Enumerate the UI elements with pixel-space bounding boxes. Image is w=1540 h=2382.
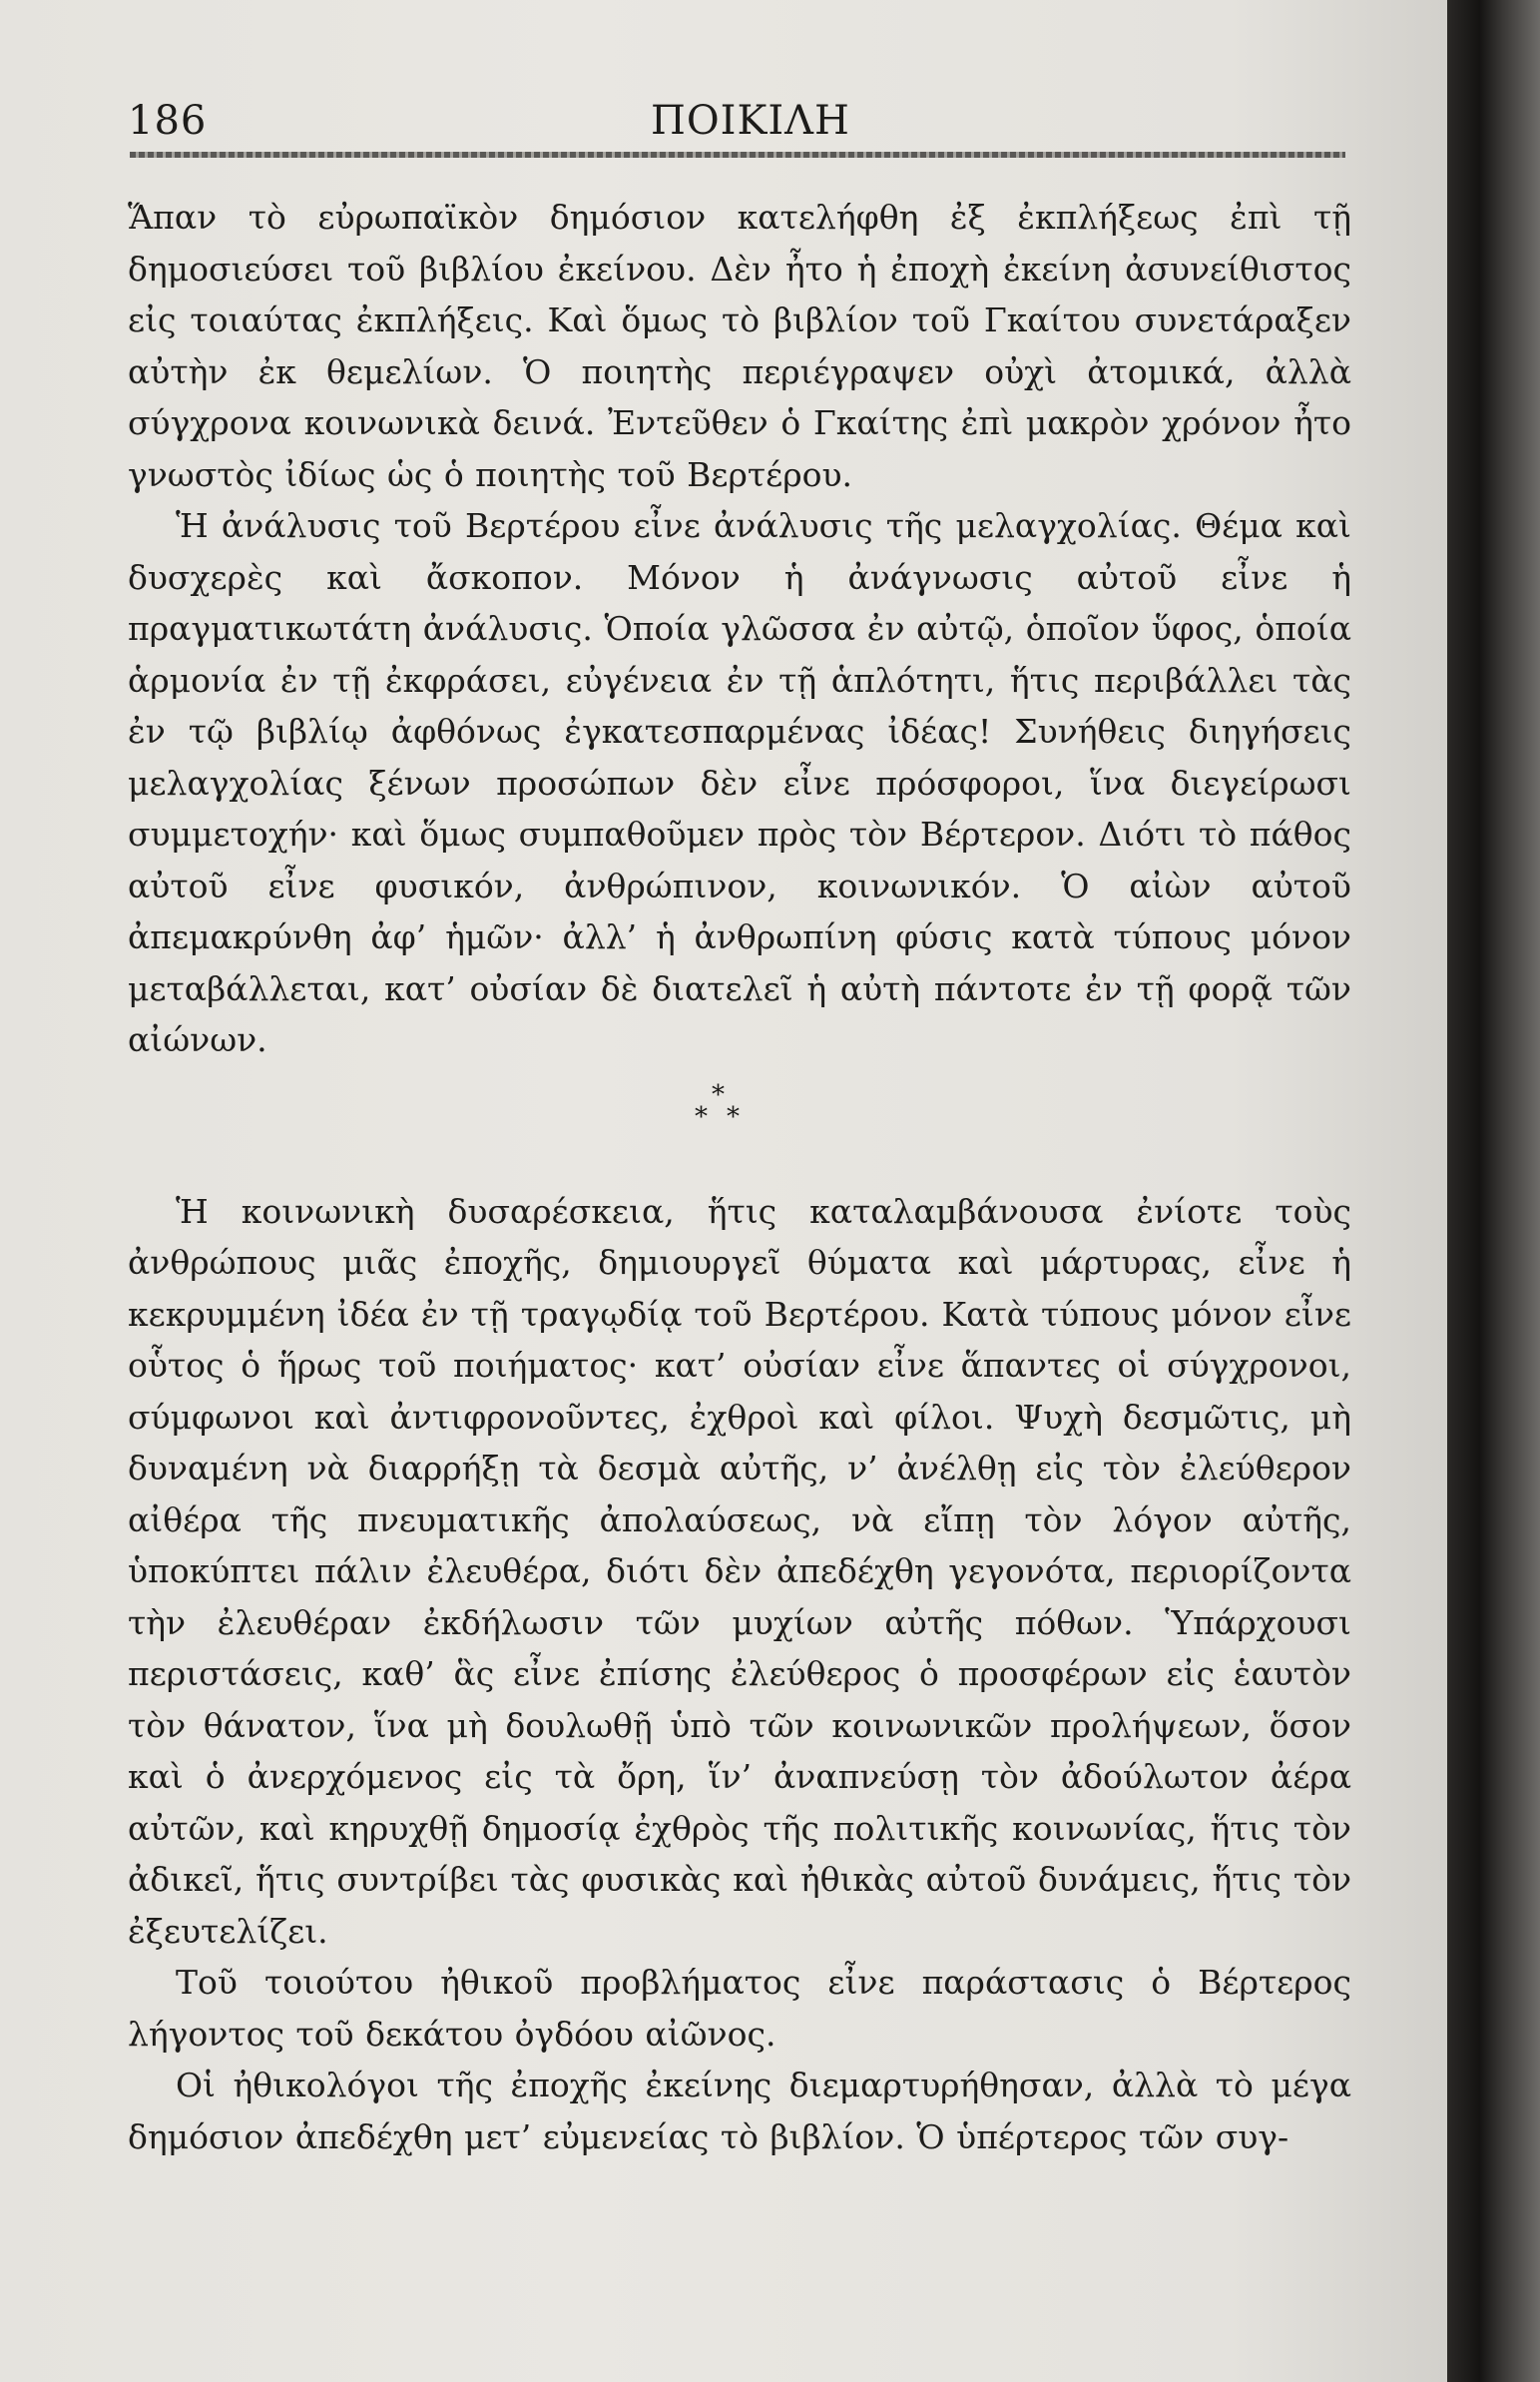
body-text — [128, 192, 1351, 2162]
page-number: 186 — [128, 98, 208, 144]
paragraph-2: Ἡ ἀνάλυσις τοῦ Βερτέρου εἶνε ἀνάλυσις τῆς μελαγχολίας. Θέμα καὶ δυσχερὲς καὶ ἄσκοπον. Μόνον ἡ ἀνάγνωσις αὐτοῦ εἶνε ἡ πραγματικωτάτη ἀνάλυσις. Ὁποία γλῶσσα ἐν αὐτῷ, ὁποῖον ὕφος, ὁποία ἁρμονία ἐν τῇ ἐκφράσει, εὐγένεια ἐν τῇ ἁπλότητι, ἥτις περιβάλλει τὰς ἐν τῷ βιβλίῳ ἀφθόνως ἐγκατεσπαρμένας ἰδέας! Συνήθεις διηγήσεις μελαγχολίας ξένων προσώπων δὲν εἶνε πρόσφοροι, ἵνα διεγείρωσι συμμετοχήν· καὶ ὅμως συμπαθοῦμεν πρὸς τὸν Βέρτερον. Διότι τὸ πάθος αὐτοῦ εἶνε φυσικόν, ἀνθρώπινον, κοινωνικόν. Ὁ αἰὼν αὐτοῦ ἀπεμακρύνθη ἀφ’ ἡμῶν· ἀλλ’ ἡ ἀνθρωπίνη φύσις κατὰ τύπους μόνον μεταβάλλεται, κατ’ οὐσίαν δὲ διατελεῖ ἡ αὐτὴ πάντοτε ἐν τῇ φορᾷ τῶν αἰώνων. — [128, 506, 1351, 1059]
book-spine-shadow — [1447, 0, 1540, 2382]
paragraph-3: Ἡ κοινωνικὴ δυσαρέσκεια, ἥτις καταλαμβάνουσα ἐνίοτε τοὺς ἀνθρώπους μιᾶς ἐποχῆς, δημιουργεῖ θύματα καὶ μάρτυρας, εἶνε ἡ κεκρυμμένη ἰδέα ἐν τῇ τραγῳδίᾳ τοῦ Βερτέρου. Κατὰ τύπους μόνον εἶνε οὗτος ὁ ἥρως τοῦ ποιήματος· κατ’ οὐσίαν εἶνε ἅπαντες οἱ σύγχρονοι, σύμφωνοι καὶ ἀντιφρονοῦντες, ἐχθροὶ καὶ φίλοι. Ψυχὴ δεσμῶτις, μὴ δυναμένη νὰ διαρρήξῃ τὰ δεσμὰ αὐτῆς, ν’ ἀνέλθῃ εἰς τὸν ἐλεύθερον αἰθέρα τῆς πνευματικῆς ἀπολαύσεως, νὰ εἴπῃ τὸν λόγον αὐτῆς, ὑποκύπτει πάλιν ἐλευθέρα, διότι δὲν ἀπεδέχθη γεγονότα, περιορίζοντα τὴν ἐλευθέραν ἐκδήλωσιν τῶν μυχίων αὐτῆς πόθων. Ὑπάρχουσι περιστάσεις, καθ’ ἃς εἶνε ἐπίσης ἐλεύθερος ὁ προσφέρων εἰς ἑαυτὸν τὸν θάνατον, ἵνα μὴ δουλωθῇ ὑπὸ τῶν κοινωνικῶν προλήψεων, ὅσον καὶ ὁ ἀνερχόμενος εἰς τὰ ὄρη, ἵν’ ἀναπνεύσῃ τὸν ἀδούλωτον ἀέρα αὐτῶν, καὶ κηρυχθῇ δημοσίᾳ ἐχθρὸς τῆς πολιτικῆς κοινωνίας, ἥτις τὸν ἀδικεῖ, ἥτις συντρίβει τὰς φυσικὰς καὶ ἠθικὰς αὐτοῦ δυνάμεις, ἥτις τὸν ἐξευτελίζει. — [128, 1191, 1351, 1951]
header-rule — [130, 152, 1345, 158]
asterism-star: * — [695, 1101, 708, 1132]
asterism-star: * — [727, 1101, 740, 1132]
running-head — [128, 98, 1347, 158]
section-break-asterism — [128, 1066, 1351, 1186]
paragraph-1: Ἅπαν τὸ εὐρωπαϊκὸν δημόσιον κατελήφθη ἐξ ἐκπλήξεως ἐπὶ τῇ δημοσιεύσει τοῦ βιβλίου ἐκείνου. Δὲν ἦτο ἡ ἐποχὴ ἐκείνη ἀσυνείθιστος εἰς τοιαύτας ἐκπλήξεις. Καὶ ὅμως τὸ βιβλίον τοῦ Γκαίτου συνετάραξεν αὐτὴν ἐκ θεμελίων. Ὁ ποιητὴς περιέγραψεν οὐχὶ ἀτομικά, ἀλλὰ σύγχρονα κοινωνικὰ δεινά. Ἐντεῦθεν ὁ Γκαίτης ἐπὶ μακρὸν χρόνον ἦτο γνωστὸς ἰδίως ὡς ὁ ποιητὴς τοῦ Βερτέρου. — [128, 198, 1351, 494]
paragraph-4: Τοῦ τοιούτου ἠθικοῦ προβλήματος εἶνε παράστασις ὁ Βέρτερος λήγοντος τοῦ δεκάτου ὀγδόου αἰῶνος. — [128, 1963, 1351, 2054]
paragraph-5: Οἱ ἠθικολόγοι τῆς ἐποχῆς ἐκείνης διεμαρτυρήθησαν, ἀλλὰ τὸ μέγα δημόσιον ἀπεδέχθη μετ’ εὐμενείας τὸ βιβλίον. Ὁ ὑπέρτερος τῶν συγ- — [128, 2066, 1351, 2156]
asterism-star: * — [712, 1079, 725, 1110]
running-title: ΠΟΙΚΙΛΗ — [651, 98, 850, 144]
